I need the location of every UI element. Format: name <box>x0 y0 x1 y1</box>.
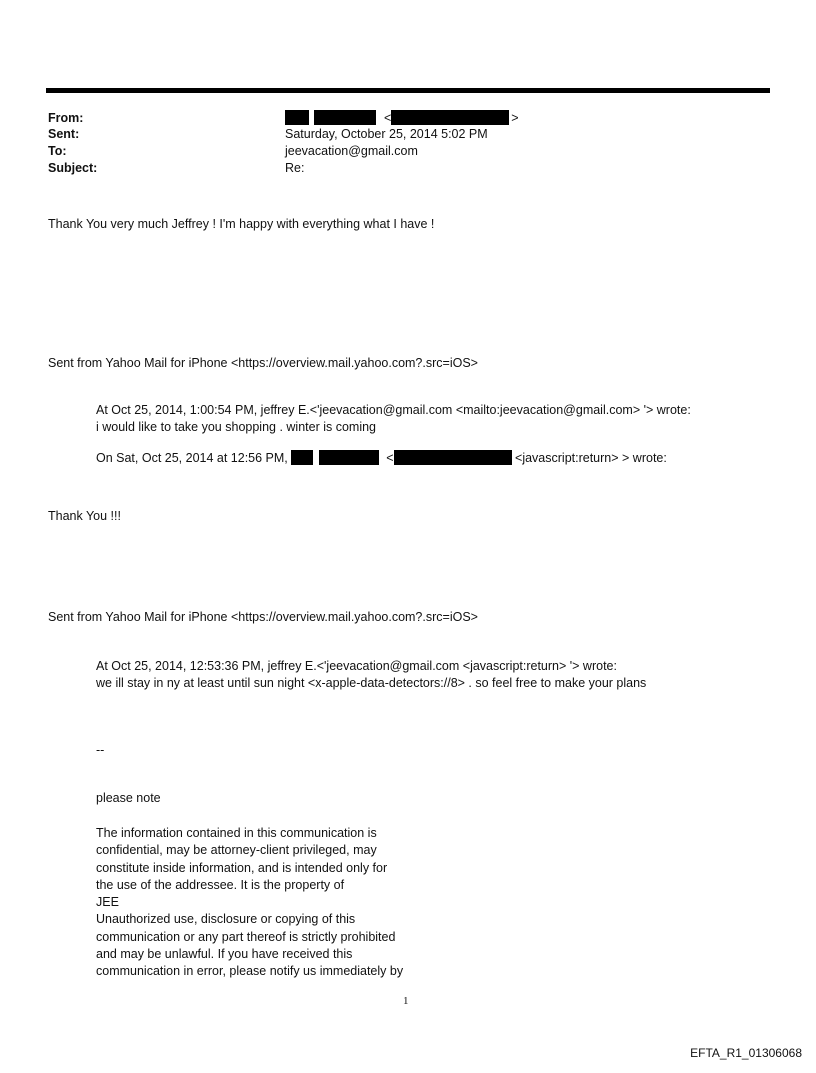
disclaimer-line: communication in error, please notify us immediately by <box>96 964 404 979</box>
redaction <box>394 450 512 465</box>
disclaimer-line: The information contained in this communication is <box>96 826 377 840</box>
sent-value: Saturday, October 25, 2014 5:02 PM <box>285 127 488 141</box>
redaction <box>314 110 376 125</box>
quote-header: At Oct 25, 2014, 1:00:54 PM, jeffrey E.<'jeevacation@gmail.com <mailto:jeevacation@gmail.com> '> wrote: <box>96 403 691 417</box>
redaction <box>391 110 509 125</box>
quote-text: we ill stay in ny at least until sun night <x-apple-data-detectors://8> . so feel free to make your plans <box>96 676 647 690</box>
to-label: To: <box>48 144 67 158</box>
disclaimer <box>96 825 403 981</box>
quote-prefix: On Sat, Oct 25, 2014 at 12:56 PM, <box>96 451 288 465</box>
disclaimer-line: communication or any part thereof is strictly prohibited <box>96 929 396 944</box>
angle-open: < <box>386 451 394 465</box>
subject-label: Subject: <box>48 161 98 175</box>
header-rule <box>46 88 770 93</box>
separator: -- <box>96 743 105 757</box>
quote-header: At Oct 25, 2014, 12:53:36 PM, jeffrey E.<'jeevacation@gmail.com <javascript:return> '> wrote: <box>96 659 617 673</box>
quote-header <box>96 450 667 467</box>
redaction <box>285 110 309 125</box>
signature: Sent from Yahoo Mail for iPhone <https://overview.mail.yahoo.com?.src=iOS> <box>48 356 478 370</box>
from-value <box>285 110 519 127</box>
disclaimer-line: and may be unlawful. If you have received this <box>96 947 353 962</box>
quote-suffix: <javascript:return> > wrote: <box>515 451 667 465</box>
quote-text: Thank You !!! <box>48 509 121 523</box>
disclaimer-line: Unauthorized use, disclosure or copying of this <box>96 912 356 927</box>
disclaimer-line: the use of the addressee. It is the property of <box>96 877 345 892</box>
redaction <box>291 450 313 465</box>
angle-close: > <box>511 111 519 125</box>
from-label: From: <box>48 111 84 125</box>
angle-open: < <box>383 111 392 125</box>
quote-text: i would like to take you shopping . winter is coming <box>96 420 377 434</box>
sent-label: Sent: <box>48 127 80 141</box>
disclaimer-line: JEE <box>96 895 119 910</box>
disclaimer-line: confidential, may be attorney-client privileged, may <box>96 843 377 858</box>
signature: Sent from Yahoo Mail for iPhone <https://overview.mail.yahoo.com?.src=iOS> <box>48 610 478 624</box>
subject-value: Re: <box>285 161 305 175</box>
page-number: 1 <box>403 995 409 1007</box>
document-id: EFTA_R1_01306068 <box>690 1046 802 1060</box>
to-value: jeevacation@gmail.com <box>285 144 418 158</box>
redaction <box>319 450 379 465</box>
please-note: please note <box>96 791 161 805</box>
message-body: Thank You very much Jeffrey ! I'm happy with everything what I have ! <box>48 217 435 231</box>
disclaimer-line: constitute inside information, and is intended only for <box>96 860 388 875</box>
